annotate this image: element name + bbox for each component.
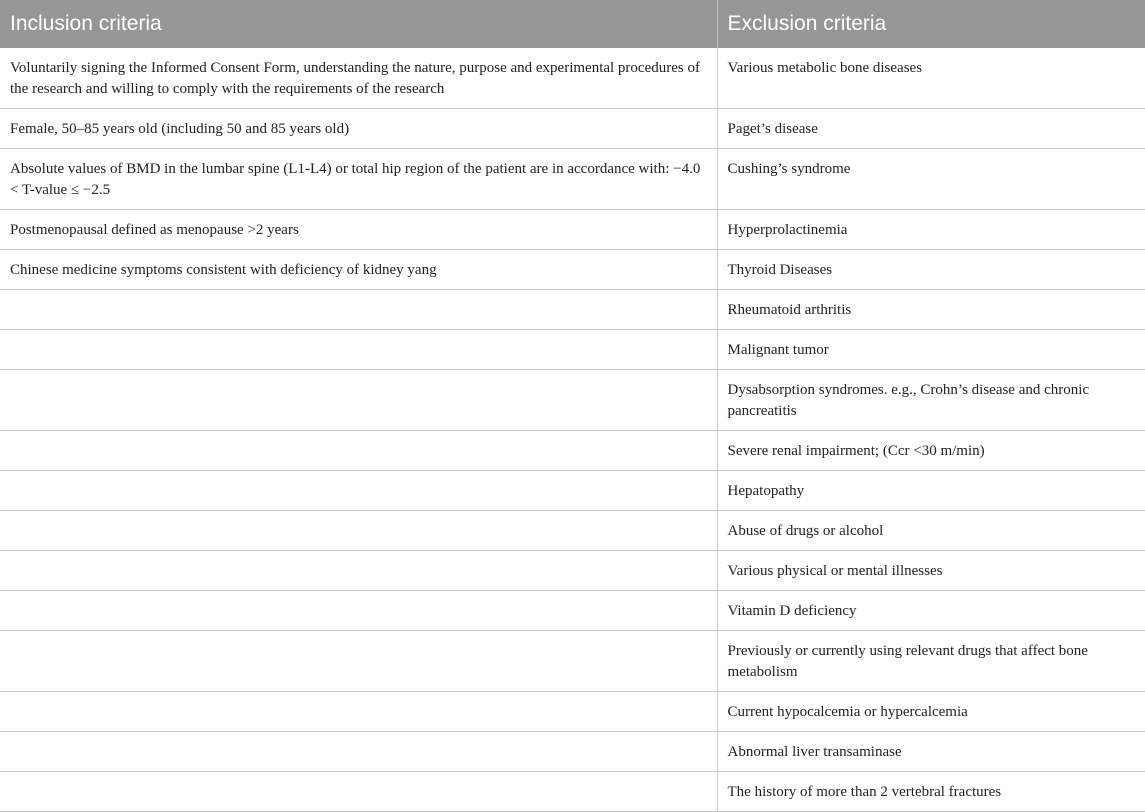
inclusion-cell: Female, 50–85 years old (including 50 and 85 years old): [0, 109, 717, 149]
exclusion-cell: Previously or currently using relevant drugs that affect bone metabolism: [717, 631, 1145, 692]
exclusion-cell: Vitamin D deficiency: [717, 591, 1145, 631]
exclusion-cell: Dysabsorption syndromes. e.g., Crohn’s disease and chronic pancreatitis: [717, 370, 1145, 431]
exclusion-cell: Hepatopathy: [717, 471, 1145, 511]
inclusion-cell: [0, 772, 717, 812]
table-row: [0, 591, 1145, 631]
table-row: [0, 471, 1145, 511]
exclusion-cell: Various metabolic bone diseases: [717, 48, 1145, 109]
table-row: [0, 732, 1145, 772]
table-row: [0, 370, 1145, 431]
inclusion-cell: [0, 511, 717, 551]
exclusion-cell: Abuse of drugs or alcohol: [717, 511, 1145, 551]
table-row: [0, 431, 1145, 471]
exclusion-cell: Current hypocalcemia or hypercalcemia: [717, 692, 1145, 732]
table-row: [0, 210, 1145, 250]
inclusion-cell: [0, 471, 717, 511]
table-body: [0, 48, 1145, 812]
exclusion-cell: Malignant tumor: [717, 330, 1145, 370]
exclusion-cell: Paget’s disease: [717, 109, 1145, 149]
inclusion-cell: [0, 551, 717, 591]
table-row: [0, 290, 1145, 330]
exclusion-cell: Abnormal liver transaminase: [717, 732, 1145, 772]
inclusion-cell: [0, 692, 717, 732]
exclusion-cell: Various physical or mental illnesses: [717, 551, 1145, 591]
inclusion-criteria-header: Inclusion criteria: [0, 0, 717, 48]
exclusion-cell: The history of more than 2 vertebral fractures: [717, 772, 1145, 812]
inclusion-cell: Voluntarily signing the Informed Consent Form, understanding the nature, purpose and experimental procedures of the research and willing to comply with the requirements of the research: [0, 48, 717, 109]
table-row: [0, 330, 1145, 370]
table-row: [0, 772, 1145, 812]
table-row: [0, 692, 1145, 732]
table-row: [0, 551, 1145, 591]
exclusion-cell: Rheumatoid arthritis: [717, 290, 1145, 330]
table-row: [0, 631, 1145, 692]
exclusion-cell: Hyperprolactinemia: [717, 210, 1145, 250]
inclusion-cell: [0, 330, 717, 370]
exclusion-criteria-header: Exclusion criteria: [717, 0, 1145, 48]
table-header: [0, 0, 1145, 48]
inclusion-cell: [0, 370, 717, 431]
inclusion-cell: Chinese medicine symptoms consistent with deficiency of kidney yang: [0, 250, 717, 290]
inclusion-cell: [0, 290, 717, 330]
table-row: [0, 109, 1145, 149]
exclusion-cell: Cushing’s syndrome: [717, 149, 1145, 210]
exclusion-cell: Thyroid Diseases: [717, 250, 1145, 290]
inclusion-cell: Absolute values of BMD in the lumbar spine (L1-L4) or total hip region of the patient are in accordance with: −4.0 < T-value ≤ −2.5: [0, 149, 717, 210]
table-row: [0, 149, 1145, 210]
header-row: [0, 0, 1145, 48]
exclusion-cell: Severe renal impairment; (Ccr <30 m/min): [717, 431, 1145, 471]
table-row: [0, 48, 1145, 109]
table-row: [0, 250, 1145, 290]
inclusion-cell: [0, 431, 717, 471]
inclusion-cell: [0, 732, 717, 772]
inclusion-cell: [0, 591, 717, 631]
inclusion-cell: Postmenopausal defined as menopause >2 years: [0, 210, 717, 250]
inclusion-cell: [0, 631, 717, 692]
table-row: [0, 511, 1145, 551]
